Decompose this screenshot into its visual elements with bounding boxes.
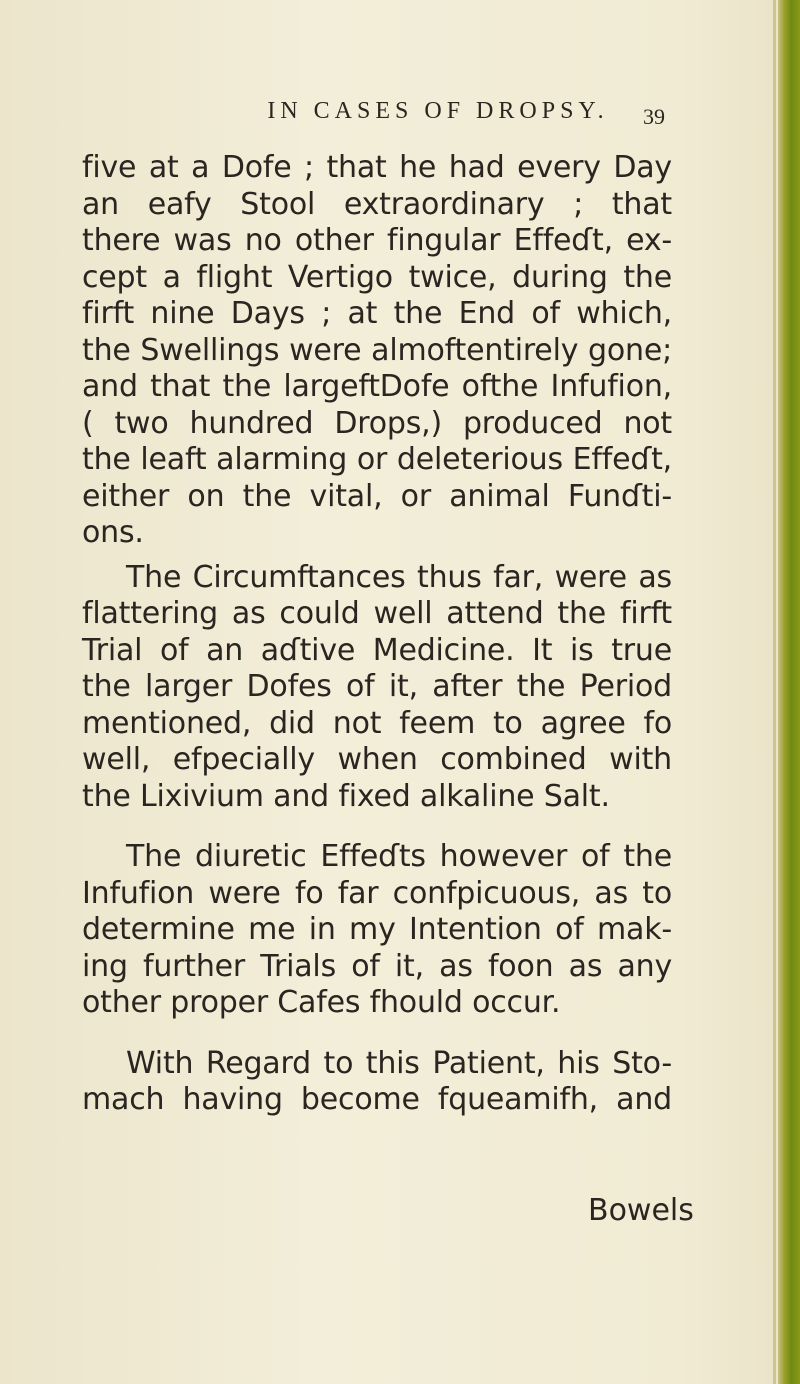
text-line: mach having become fqueamifh, and xyxy=(82,1082,672,1117)
text-line: the Lixivium and fixed alkaline Salt. xyxy=(82,778,610,814)
text-line: other proper Cafes fhould occur. xyxy=(82,985,561,1020)
page-number: 39 xyxy=(643,104,665,129)
text-line: ing further Trials of it, as foon as any xyxy=(82,948,672,984)
text-line: there was no other fingular Effeɗt, ex- xyxy=(82,223,672,258)
text-line: either on the vital, or animal Funɗti- xyxy=(82,478,672,514)
text-line: an eafy Stool extraordinary ; that xyxy=(82,186,672,222)
text-line: the Swellings were almoftentirely gone; xyxy=(82,332,672,368)
running-head xyxy=(0,98,800,132)
text-line: cept a flight Vertigo twice, during the xyxy=(82,259,672,295)
paragraph-2 xyxy=(82,560,672,816)
page-gutter xyxy=(778,0,800,1384)
text-line: firft nine Days ; at the End of which, xyxy=(82,296,672,331)
text-line: flattering as could well attend the firft xyxy=(82,596,672,631)
paragraph-gap xyxy=(82,815,672,839)
paragraph-4 xyxy=(82,1046,672,1119)
text-line: and that the largeftDofe ofthe Infufion, xyxy=(82,369,672,404)
text-line: Infufion were fo far confpicuous, as to xyxy=(82,875,672,911)
running-title: IN CASES OF DROPSY. xyxy=(267,98,609,124)
text-line: ( two hundred Drops,) produced not xyxy=(82,405,672,441)
page-edge-line xyxy=(773,0,776,1384)
text-line: ons. xyxy=(82,515,144,550)
paragraph-3 xyxy=(82,839,672,1022)
text-line: the larger Dofes of it, after the Period xyxy=(82,669,672,704)
paragraph-1 xyxy=(82,150,672,552)
text-line: determine me in my Intention of mak- xyxy=(82,912,672,947)
text-line: well, efpecially when combined with xyxy=(82,742,672,777)
paragraph-gap xyxy=(82,552,672,560)
text-line: the leaft alarming or deleterious Effeɗt, xyxy=(82,442,672,477)
text-line: mentioned, did not feem to agree fo xyxy=(82,705,672,741)
body-text xyxy=(82,150,672,1119)
text-line: The diuretic Effeɗts however of the xyxy=(126,839,672,874)
paragraph-gap xyxy=(82,1022,672,1046)
text-line: Trial of an aɗtive Medicine. It is true xyxy=(82,632,672,668)
catchword: Bowels xyxy=(588,1193,694,1228)
text-line: With Regard to this Patient, his Sto- xyxy=(126,1045,672,1081)
text-line: five at a Dofe ; that he had every Day xyxy=(82,150,672,185)
text-line: The Circumftances thus far, were as xyxy=(126,559,672,595)
